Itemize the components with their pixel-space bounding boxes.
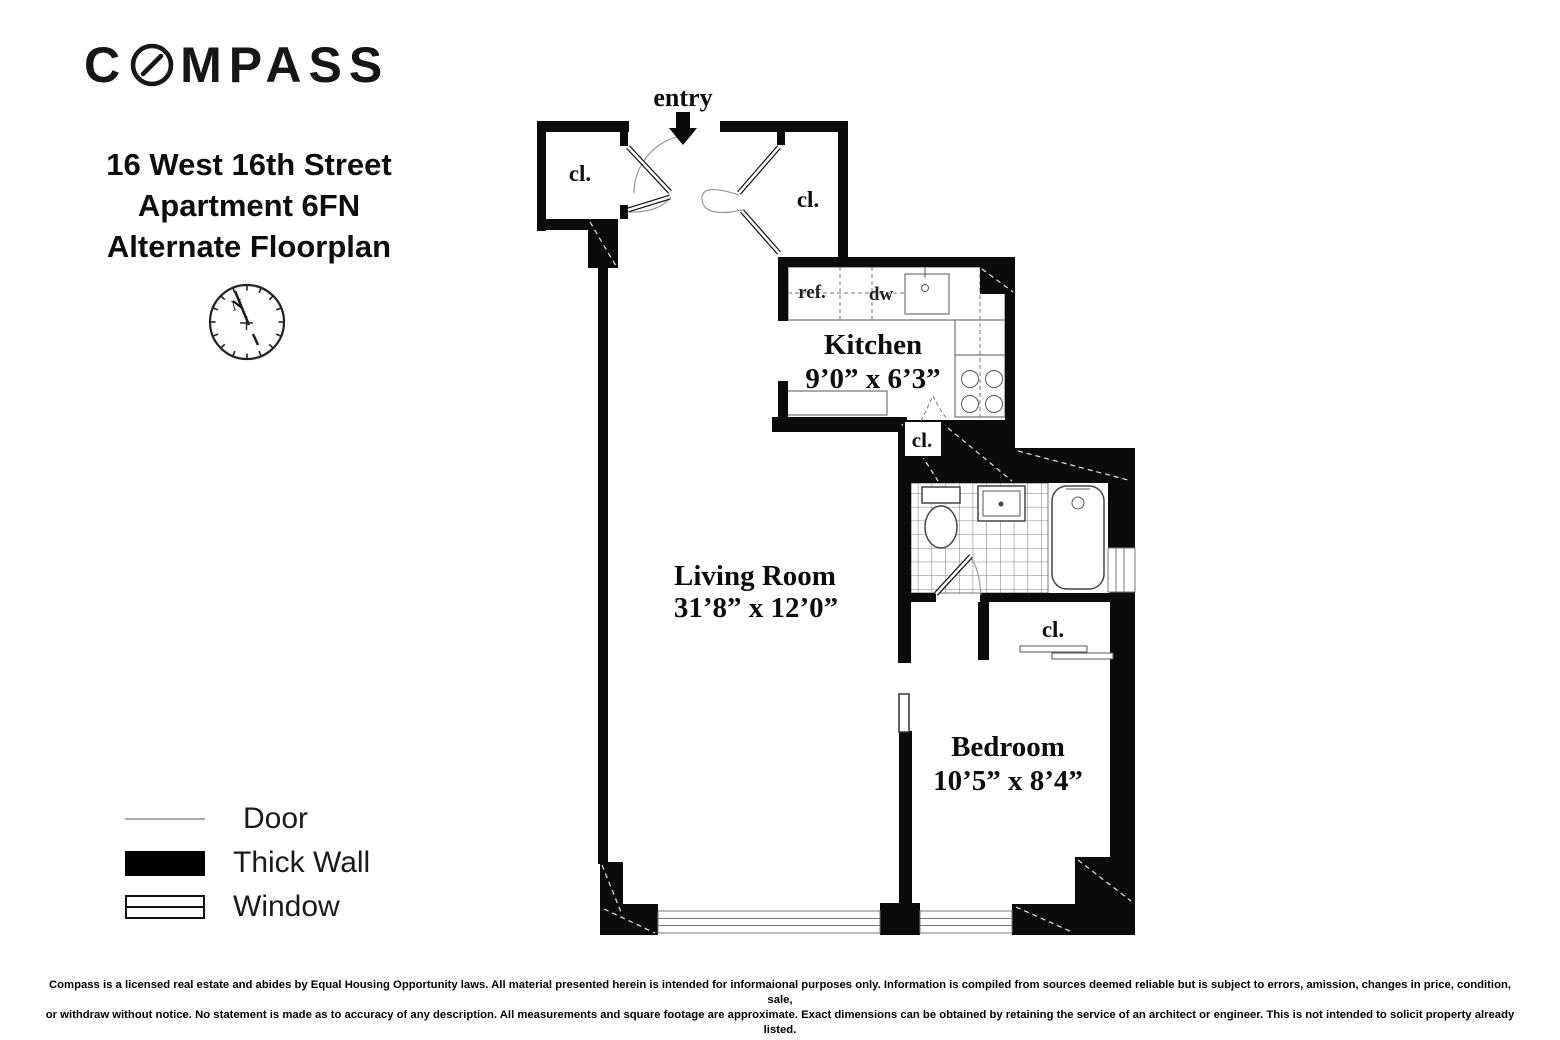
bedroom-window [920, 911, 1012, 933]
page-title [60, 144, 438, 267]
title-line-street: 16 West 16th Street [106, 147, 392, 182]
legend-item-door [125, 804, 370, 834]
disclaimer-line-1: Compass is a licensed real estate and abides by Equal Housing Opportunity laws. All material presented herein is intended for informaional purposes only. Information is compiled from sources deemed reliable but is subject to errors, amission, changes in price, condition, sale, [48, 979, 1512, 1006]
disclaimer [40, 978, 1520, 1038]
living-room-window [658, 911, 880, 933]
disclaimer-line-2: or withdraw without notice. No statement is made as to accuracy of any description. All measurements and square footage are approximate. Exact dimensions can be obtained by retaining the service of an architect or engineer. This is not intended to solicit property already listed. [45, 1009, 1515, 1036]
room-dims-bedroom: 10’5” x 8’4” [933, 765, 1083, 797]
kitchen-closet-door [921, 396, 933, 421]
bathroom-window [1108, 548, 1135, 592]
logo-text-prefix: C [84, 37, 128, 93]
closet-label-kitchen: cl. [911, 428, 933, 452]
refrigerator-label: ref. [798, 282, 826, 303]
room-label-bedroom: Bedroom [951, 731, 1065, 763]
room-label-living: Living Room [674, 560, 836, 592]
entry-label: entry [653, 85, 713, 112]
compass-rose-icon [203, 277, 291, 365]
bathtub [1052, 486, 1104, 589]
floorplan-drawing [500, 85, 1160, 960]
room-label-kitchen: Kitchen [823, 329, 923, 361]
room-dims-living: 31’8” x 12’0” [673, 592, 839, 624]
legend-label-door: Door [243, 802, 309, 835]
north-label: N [230, 296, 245, 315]
door-swatch [125, 818, 205, 820]
doors [628, 135, 1113, 732]
thick-wall-swatch [125, 851, 205, 876]
closet-label-entry-left: cl. [568, 161, 592, 186]
entry-arrow-icon [669, 112, 697, 145]
legend-item-thick-wall [125, 848, 370, 878]
legend-label-window: Window [233, 890, 340, 923]
toilet-tank [922, 487, 960, 503]
title-line-apartment: Apartment 6FN [137, 188, 361, 223]
legend [125, 804, 370, 936]
closet-sliding-door [1020, 646, 1113, 659]
toilet [925, 506, 957, 548]
compass-o-icon [129, 42, 175, 88]
dishwasher-label: dw [868, 284, 894, 305]
compass-logo [84, 36, 389, 94]
room-dims-kitchen: 9’0” x 6’3” [805, 363, 941, 395]
closet-label-bedroom: cl. [1041, 617, 1065, 642]
logo-text-suffix: MPASS [180, 37, 390, 93]
title-line-floorplan: Alternate Floorplan [106, 229, 392, 264]
bathroom [911, 481, 1108, 593]
window-swatch [125, 895, 205, 919]
bedroom-door-leaf [899, 694, 909, 732]
legend-item-window [125, 892, 370, 922]
legend-label-thick-wall: Thick Wall [233, 846, 371, 879]
closet-label-entry-right: cl. [796, 187, 820, 212]
